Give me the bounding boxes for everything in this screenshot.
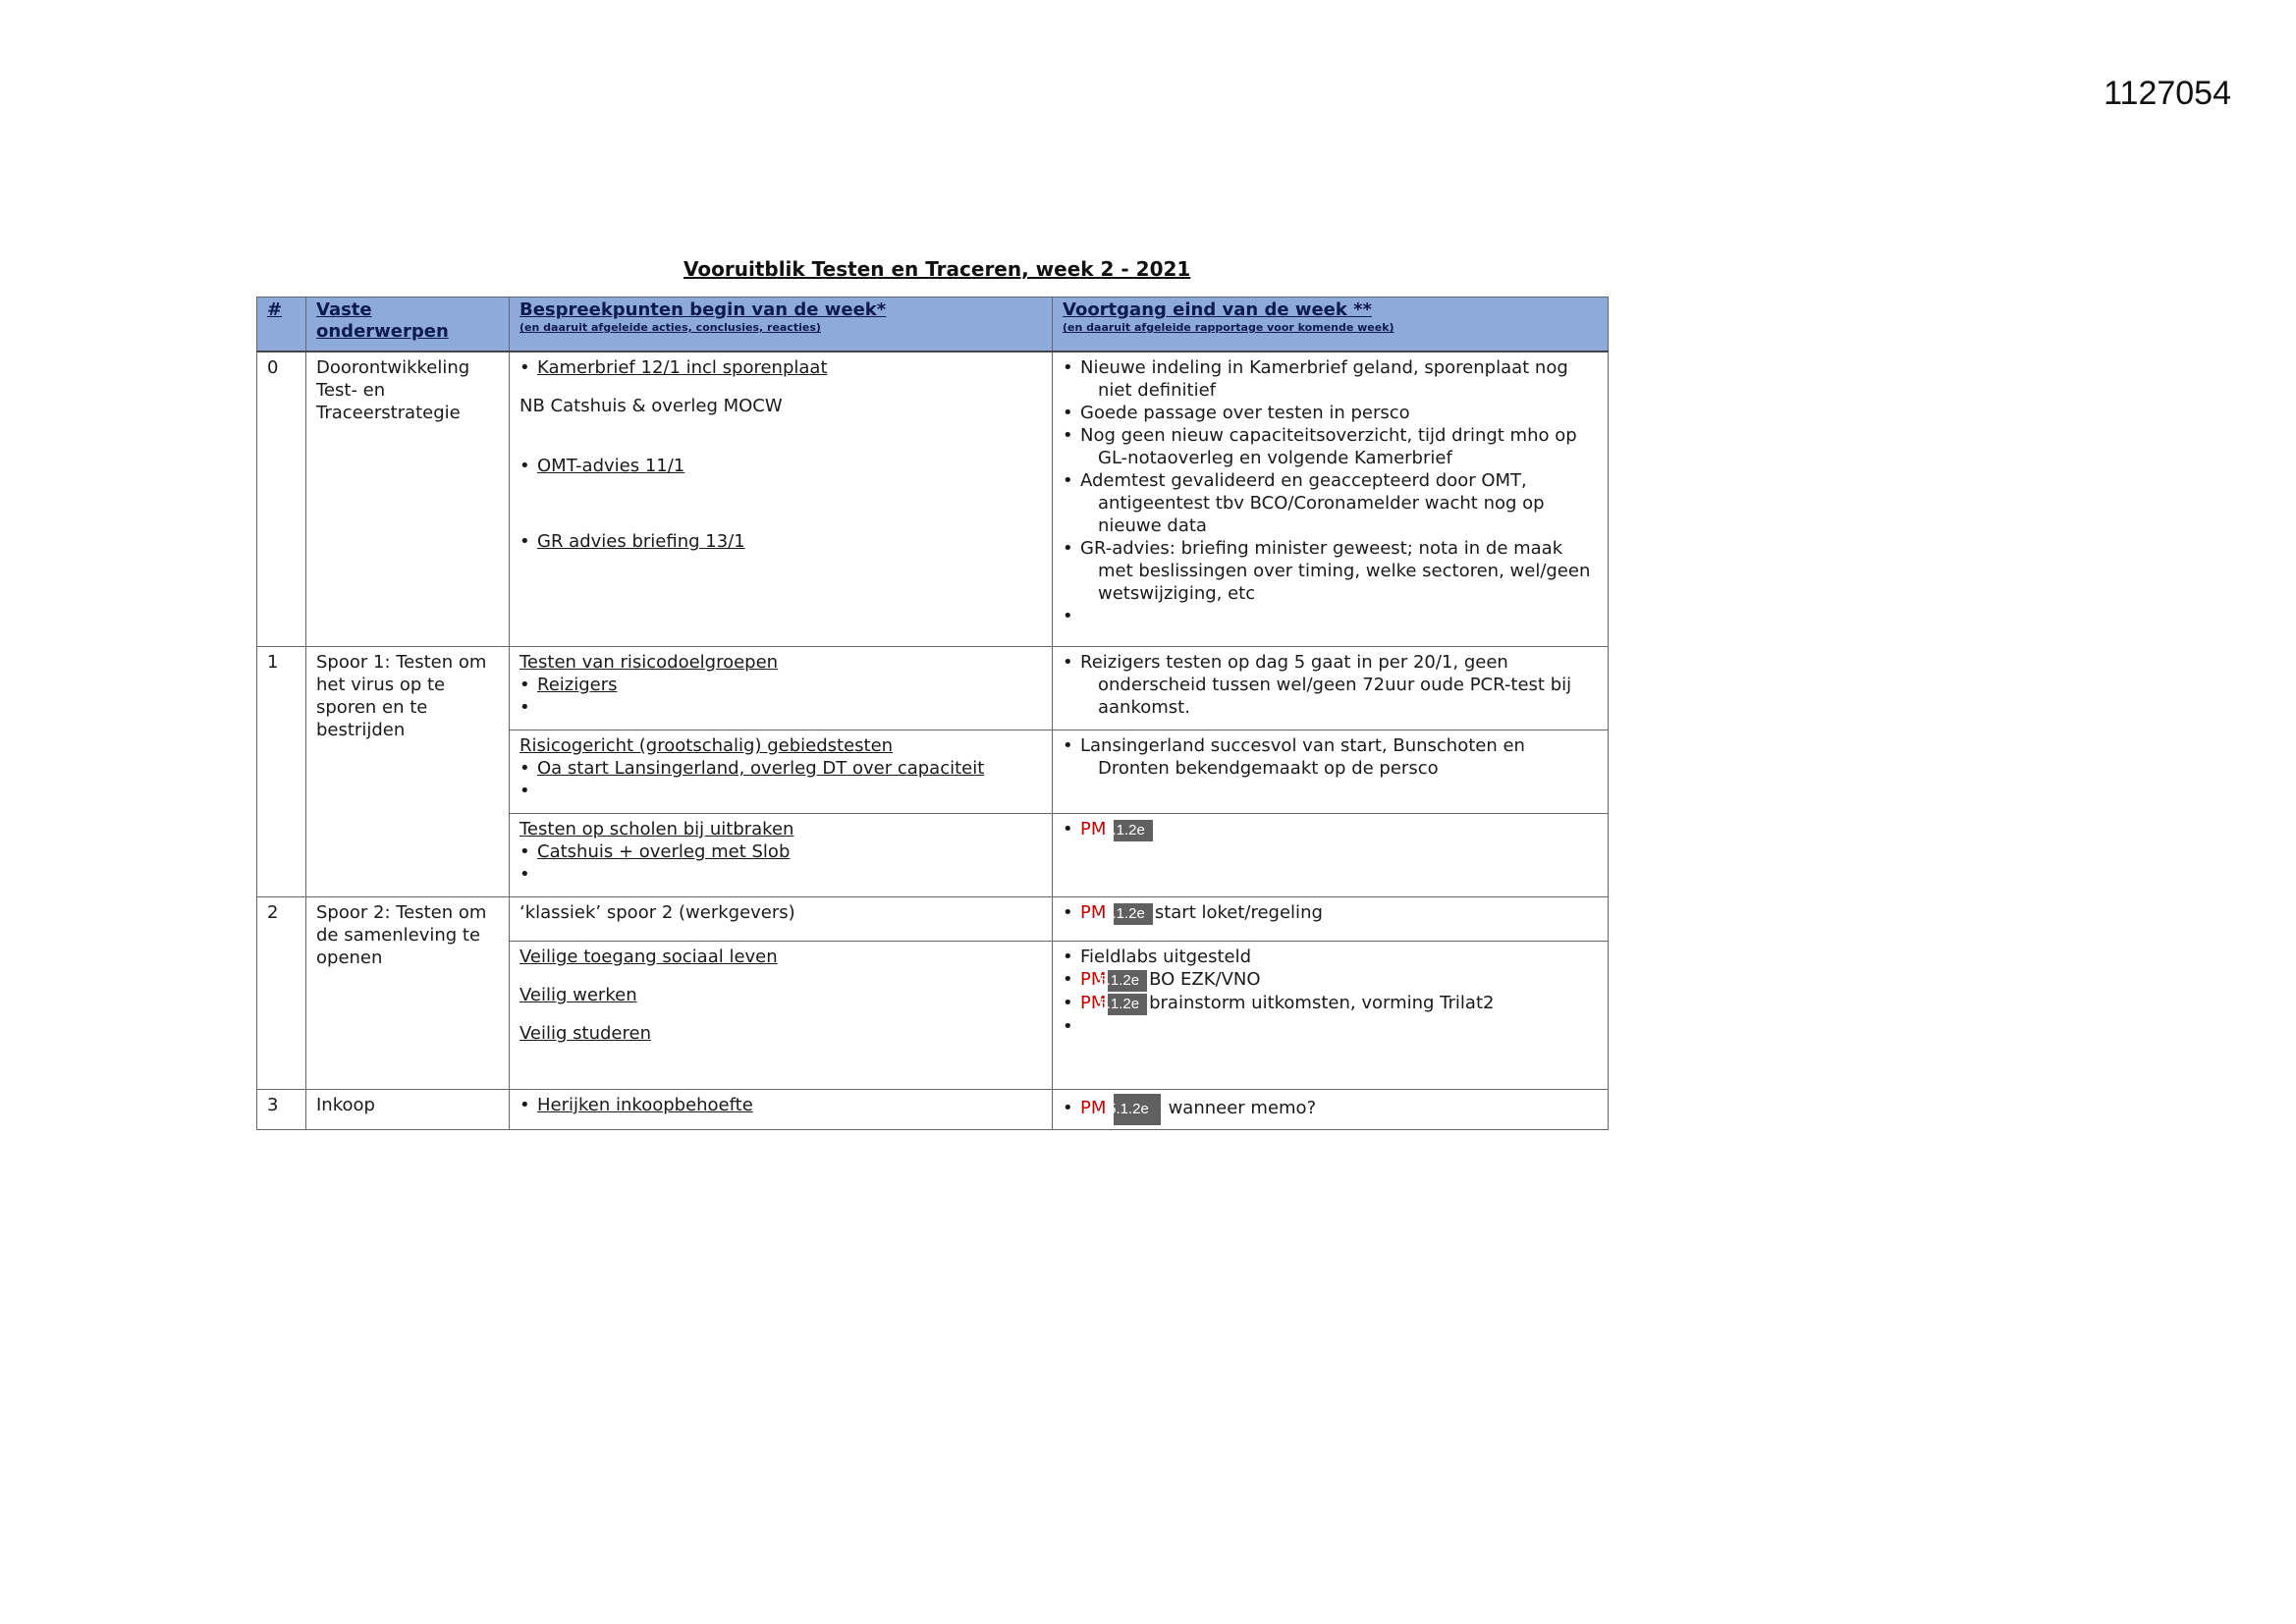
redaction-box: 5.1.2e <box>1114 903 1153 925</box>
start-of-week-cell: ‘klassiek’ spoor 2 (werkgevers) <box>510 897 1053 942</box>
start-of-week-cell: • Kamerbrief 12/1 incl sporenplaat NB Catshuis & overleg MOCW • OMT-advies 11/1 • GR advies briefing 13/1 <box>510 352 1053 647</box>
row-topic: Inkoop <box>306 1090 510 1130</box>
end-of-week-cell: • PM 5.1.2e start loket/regeling <box>1053 897 1609 942</box>
redaction-box: 5.1.2e <box>1108 994 1147 1015</box>
end-of-week-cell: • PM 5.1.2e <box>1053 814 1609 897</box>
table-row <box>257 352 1609 647</box>
agenda-table <box>256 297 1609 1130</box>
start-of-week-cell: • Herijken inkoopbehoefte <box>510 1090 1053 1130</box>
table-row <box>257 647 1609 731</box>
redaction-box: 5.1.2e <box>1108 970 1147 992</box>
row-number: 0 <box>257 352 306 647</box>
end-of-week-cell: • PM 5.1.2e wanneer memo? <box>1053 1090 1609 1130</box>
row-number: 3 <box>257 1090 306 1130</box>
end-of-week-cell: • Fieldlabs uitgesteld • PM5.1.2e BO EZK/VNO • PM5.1.2e brainstorm uitkomsten, vorming Trilat2 • <box>1053 942 1609 1090</box>
redaction-box: 5.1.2e <box>1114 1094 1161 1125</box>
end-of-week-cell: • Nieuwe indeling in Kamerbrief geland, sporenplaat nog niet definitief • Goede passage over testen in persco • Nog geen nieuw capaciteitsoverzicht, tijd dringt mho op GL-notaoverleg en volgende Kamerbrief • Ademtest gevalideerd en geaccepteerd door OMT, antigeentest tbv BCO/Coronamelder wacht nog op nieuwe data • GR-advies: briefing minister geweest; nota in de maak met beslissingen over timing, welke sectoren, wel/geen wetswijziging, etc • <box>1053 352 1609 647</box>
start-of-week-cell: Veilige toegang sociaal leven Veilig werken Veilig studeren <box>510 942 1053 1090</box>
start-of-week-cell: Testen van risicodoelgroepen • Reizigers • <box>510 647 1053 731</box>
start-of-week-cell: Risicogericht (grootschalig) gebiedstesten • Oa start Lansingerland, overleg DT over capaciteit • <box>510 731 1053 814</box>
document-id: 1127054 <box>2104 75 2231 112</box>
row-topic: Spoor 2: Testen om de samenleving te openen <box>306 897 510 1090</box>
header-end-of-week: Voortgang eind van de week ** (en daaruit afgeleide rapportage voor komende week) <box>1053 298 1609 352</box>
header-topic: Vaste onderwerpen <box>306 298 510 352</box>
row-topic: Doorontwikkeling Test- en Traceerstrategie <box>306 352 510 647</box>
row-number: 1 <box>257 647 306 897</box>
end-of-week-cell: • Lansingerland succesvol van start, Bunschoten en Dronten bekendgemaakt op de persco <box>1053 731 1609 814</box>
table-row <box>257 897 1609 942</box>
table-row <box>257 1090 1609 1130</box>
document-title: Vooruitblik Testen en Traceren, week 2 - 2021 <box>683 257 1191 281</box>
start-of-week-cell: Testen op scholen bij uitbraken • Catshuis + overleg met Slob • <box>510 814 1053 897</box>
header-row <box>257 298 1609 352</box>
row-topic: Spoor 1: Testen om het virus op te sporen en te bestrijden <box>306 647 510 897</box>
redaction-box: 5.1.2e <box>1114 820 1153 841</box>
header-num: # <box>257 298 306 352</box>
header-start-of-week: Bespreekpunten begin van de week* (en daaruit afgeleide acties, conclusies, reacties) <box>510 298 1053 352</box>
end-of-week-cell: • Reizigers testen op dag 5 gaat in per 20/1, geen onderscheid tussen wel/geen 72uur oude PCR-test bij aankomst. <box>1053 647 1609 731</box>
row-number: 2 <box>257 897 306 1090</box>
